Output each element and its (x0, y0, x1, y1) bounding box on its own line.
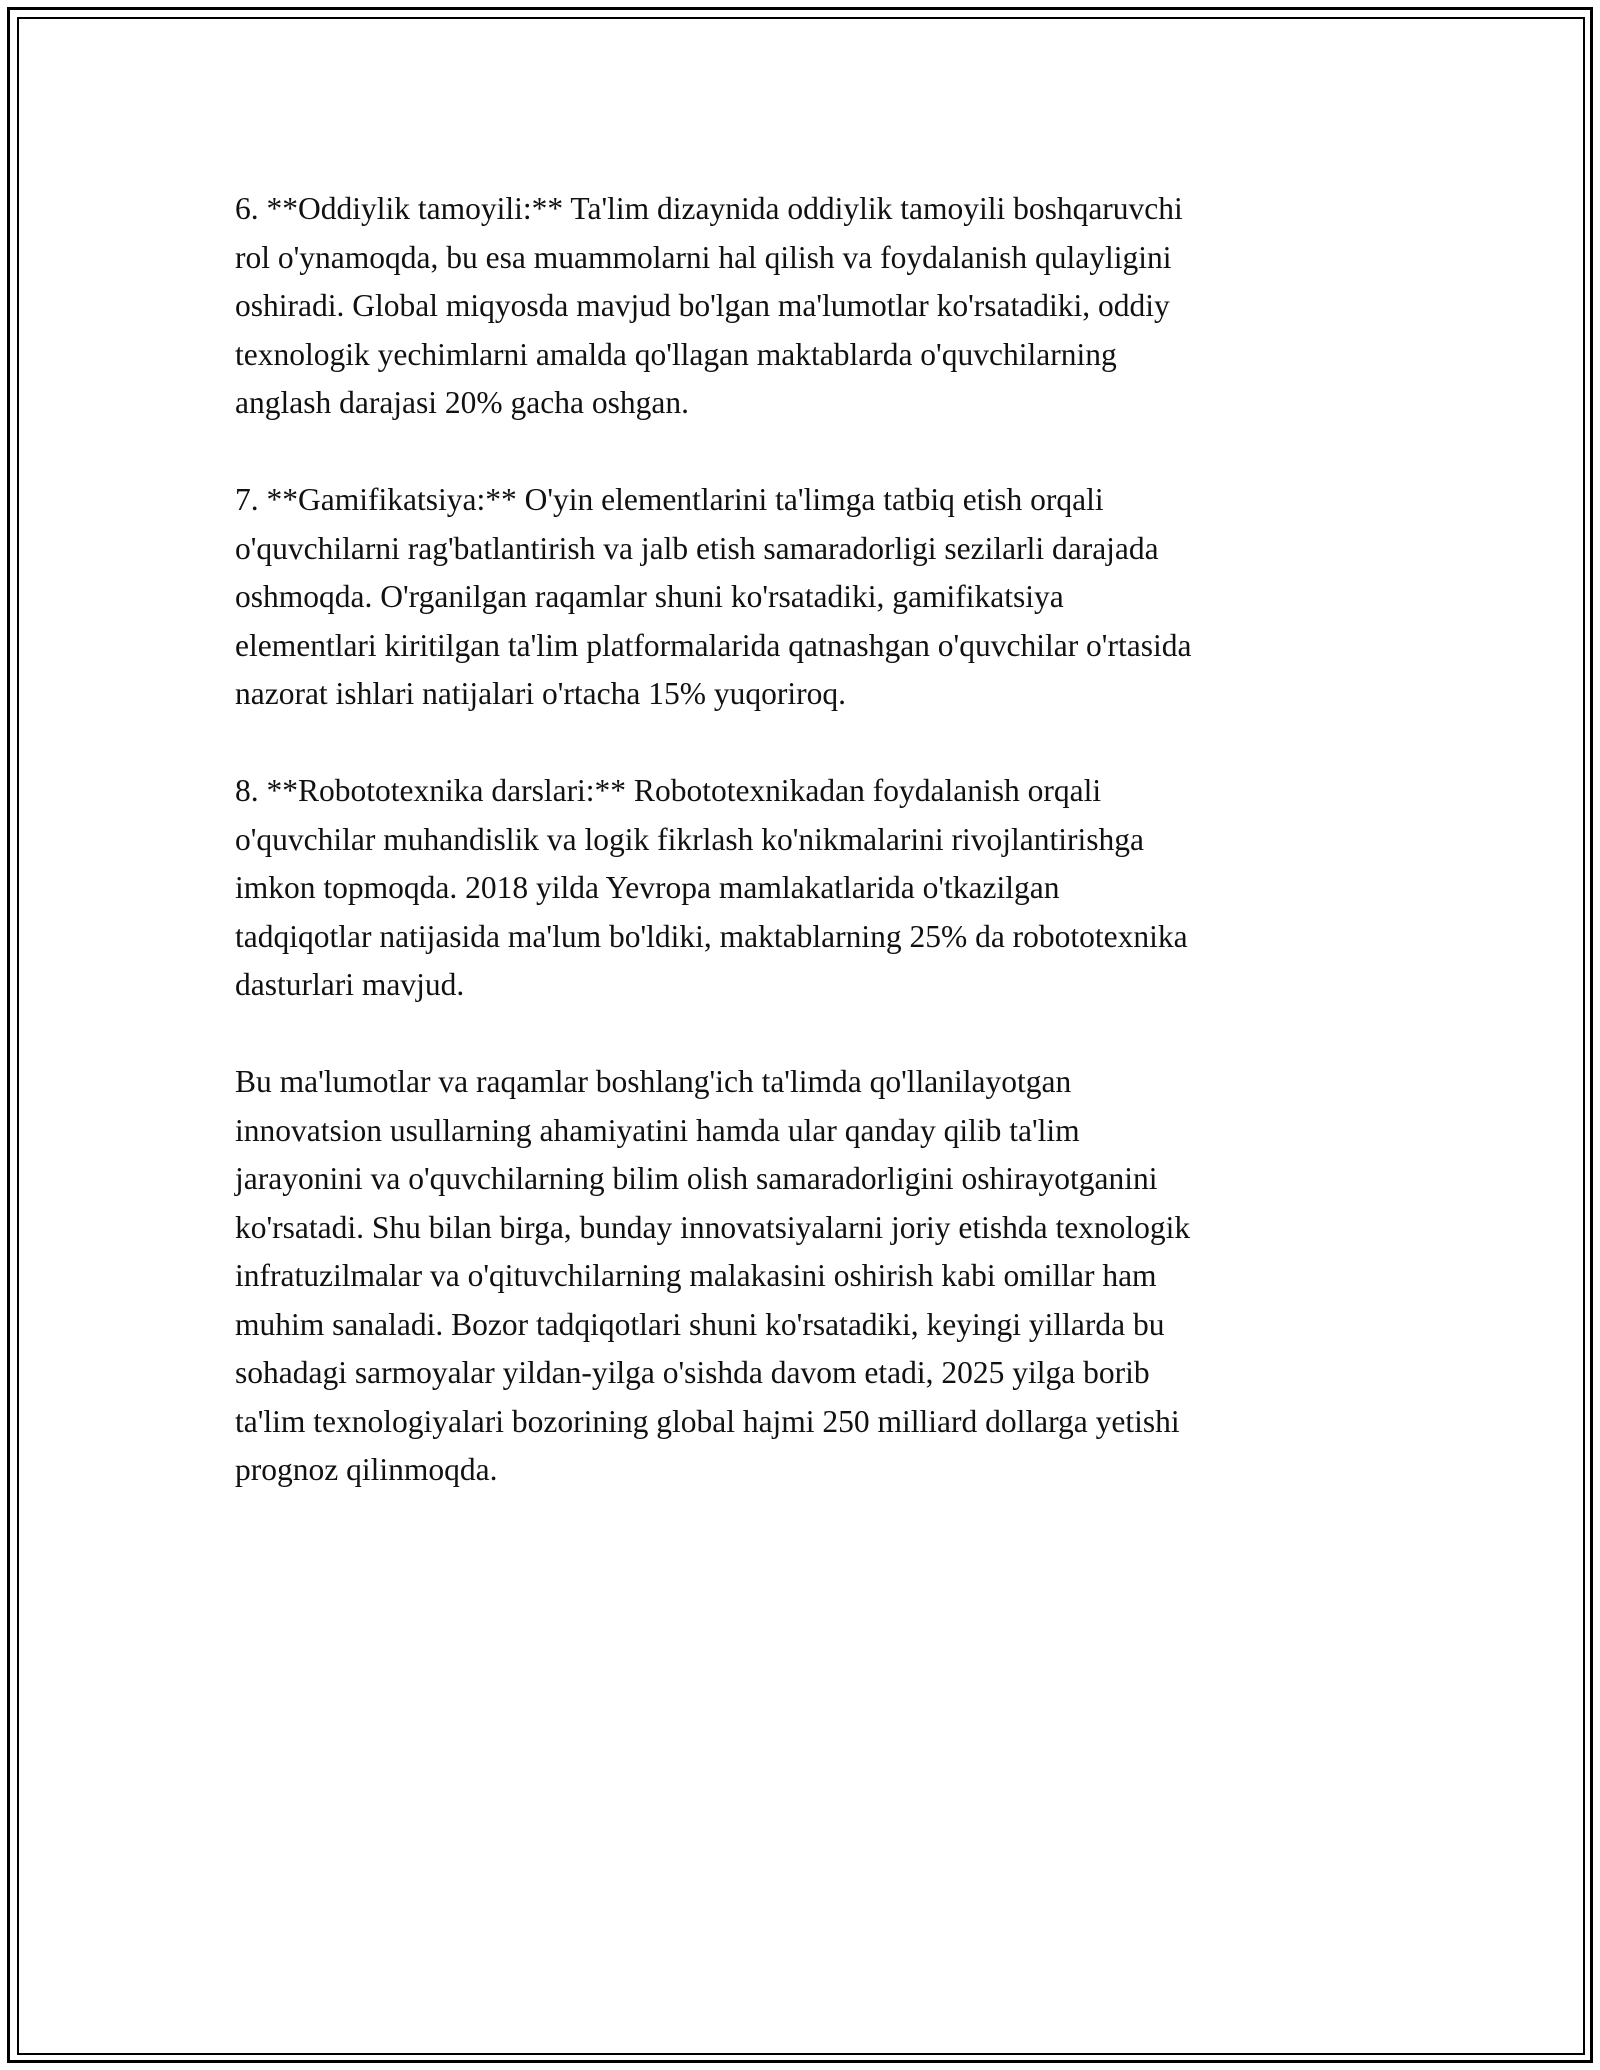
text-line: imkon topmoqda. 2018 yilda Yevropa mamlakatlarida o'tkazilgan (235, 870, 1060, 905)
text-line: o'quvchilarni rag'batlantirish va jalb etish samaradorligi sezilarli darajada (235, 530, 1159, 566)
text-line: sohadagi sarmoyalar yildan-yilga o'sishda davom etadi, 2025 yilga borib (235, 1355, 1150, 1390)
paragraph-simplicity-principle (235, 185, 1365, 428)
text-line: elementlari kiritilgan ta'lim platformalarida qatnashgan o'quvchilar o'rtasida (235, 627, 1192, 663)
text-line: jarayonini va o'quvchilarning bilim olish samaradorligini oshirayotganini (235, 1161, 1158, 1196)
text-line: 6. **Oddiylik tamoyili:** Ta'lim dizaynida oddiylik tamoyili boshqaruvchi (235, 191, 1183, 226)
text-line: o'quvchilar muhandislik va logik fikrlash ko'nikmalarini rivojlantirishga (235, 821, 1144, 857)
text-line: texnologik yechimlarni amalda qo'llagan maktablarda o'quvchilarning (235, 336, 1117, 372)
paragraph-conclusion (235, 1058, 1365, 1495)
text-line: ta'lim texnologiyalari bozorining global hajmi 250 milliard dollarga yetishi (235, 1403, 1180, 1439)
text-line: 8. **Robototexnika darslari:** Robototexnikadan foydalanish orqali (235, 773, 1102, 808)
document-body (235, 185, 1365, 1543)
text-line: 7. **Gamifikatsiya:** O'yin elementlarini ta'limga tatbiq etish orqali (235, 482, 1104, 517)
text-line: ko'rsatadi. Shu bilan birga, bunday innovatsiyalarni joriy etishda texnologik (235, 1209, 1191, 1245)
text-line: anglash darajasi 20% gacha oshgan. (235, 385, 689, 420)
paragraph-gamification (235, 476, 1365, 719)
text-line: oshiradi. Global miqyosda mavjud bo'lgan ma'lumotlar ko'rsatadiki, oddiy (235, 288, 1170, 323)
text-line: rol o'ynamoqda, bu esa muammolarni hal qilish va foydalanish qulayligini (235, 239, 1172, 275)
text-line: muhim sanaladi. Bozor tadqiqotlari shuni ko'rsatadiki, keyingi yillarda bu (235, 1306, 1165, 1342)
text-line: innovatsion usullarning ahamiyatini hamda ular qanday qilib ta'lim (235, 1112, 1080, 1148)
paragraph-robotics-lessons (235, 767, 1365, 1010)
text-line: dasturlari mavjud. (235, 967, 465, 1002)
text-line: prognoz qilinmoqda. (235, 1452, 498, 1487)
text-line: Bu ma'lumotlar va raqamlar boshlang'ich ta'limda qo'llanilayotgan (235, 1064, 1072, 1099)
text-line: tadqiqotlar natijasida ma'lum bo'ldiki, maktablarning 25% da robototexnika (235, 918, 1188, 954)
text-line: nazorat ishlari natijalari o'rtacha 15% yuqoriroq. (235, 676, 846, 711)
text-line: infratuzilmalar va o'qituvchilarning malakasini oshirish kabi omillar ham (235, 1258, 1157, 1293)
text-line: oshmoqda. O'rganilgan raqamlar shuni ko'rsatadiki, gamifikatsiya (235, 579, 1064, 614)
